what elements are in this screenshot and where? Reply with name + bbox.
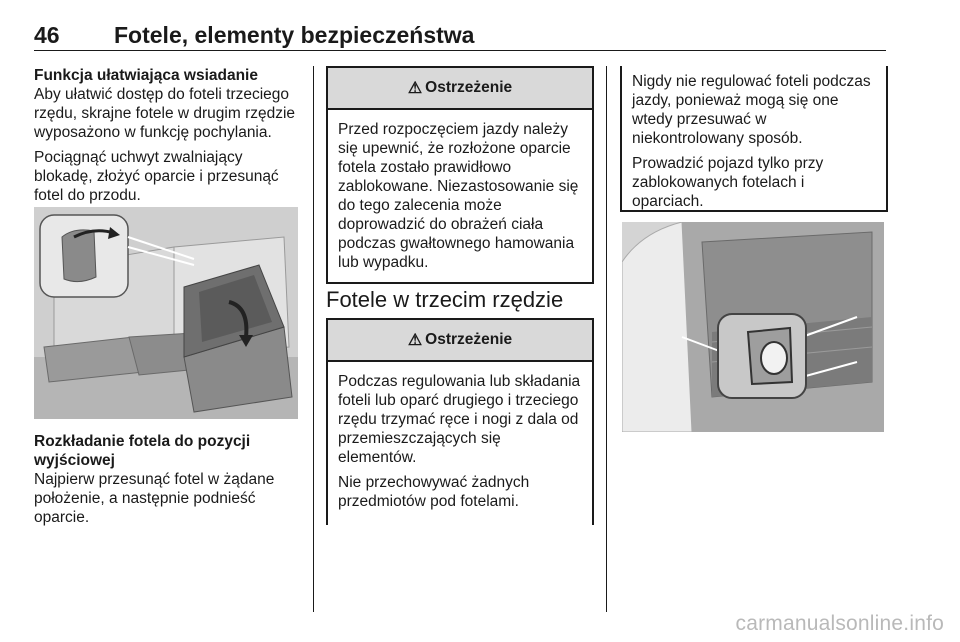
left-column-bottom	[34, 432, 302, 533]
left-column-top	[34, 66, 302, 211]
paragraph-entry-steps: Pociągnąć uchwyt zwalniający blokadę, złożyć oparcie i przesunąć fotel do przodu.	[34, 149, 279, 204]
column-divider-right	[606, 66, 607, 612]
paragraph-restore-seat: Najpierw przesunąć fotel w żądane położenie, a następnie podnieść oparcie.	[34, 471, 275, 526]
cargo-area-photo	[622, 222, 884, 432]
warning-header	[328, 68, 592, 110]
paragraph-entry-intro: Aby ułatwić dostęp do foteli trzeciego rzędu, skrajne fotele w drugim rzędzie wyposażono w funkcję pochylania.	[34, 86, 296, 141]
heading-restore-seat: Rozkładanie fotela do pozycji wyjściowej	[34, 433, 251, 469]
warning-text-hands: Podczas regulowania lub składania foteli lub oparć drugiego i trzeciego rzędu trzymać ręce i nogi z dala od przemieszczających się elementów.	[338, 373, 581, 466]
warning-body	[328, 110, 592, 282]
warning-box-hands	[326, 318, 594, 525]
watermark: carmanualsonline.info	[735, 612, 944, 635]
warning-text-locked: Prowadzić pojazd tylko przy zablokowanych fotelach i oparciach.	[632, 155, 824, 210]
section-title-third-row: Fotele w trzecim rzędzie	[326, 287, 564, 312]
seat-folding-illustration	[34, 207, 298, 419]
warning-box-backrest	[326, 66, 594, 284]
warning-text-no-adjust: Nigdy nie regulować foteli podczas jazdy, ponieważ mogą się one wtedy przesuwać w niekontrolowany sposób.	[632, 73, 871, 147]
page-header	[34, 22, 886, 52]
warning-continuation-box	[620, 66, 888, 212]
page-title: Fotele, elementy bezpieczeństwa	[114, 22, 475, 48]
warning-title: Ostrzeżenie	[425, 331, 513, 348]
warning-triangle-icon: ⚠	[407, 332, 423, 349]
column-divider-left	[313, 66, 314, 612]
warning-body	[328, 362, 592, 521]
seat-folding-photo	[34, 207, 298, 419]
page-number: 46	[34, 22, 60, 48]
warning-text: Przed rozpoczęciem jazdy należy się upewnić, że rozłożone oparcie fotela zostało prawidłowo zablokowane. Niezastosowanie się do tego zalecenia może doprowadzić do obrażeń ciała podczas gwałtownego hamowania lub wypadku.	[338, 121, 579, 271]
warning-triangle-icon: ⚠	[407, 80, 423, 97]
warning-title: Ostrzeżenie	[425, 79, 513, 96]
header-rule	[34, 50, 886, 51]
heading-entry-function: Funkcja ułatwiająca wsiadanie	[34, 67, 258, 84]
warning-text-storage: Nie przechowywać żadnych przedmiotów pod fotelami.	[338, 474, 530, 510]
cargo-area-illustration	[622, 222, 884, 432]
warning-continuation-body	[622, 66, 886, 221]
warning-header	[328, 320, 592, 362]
